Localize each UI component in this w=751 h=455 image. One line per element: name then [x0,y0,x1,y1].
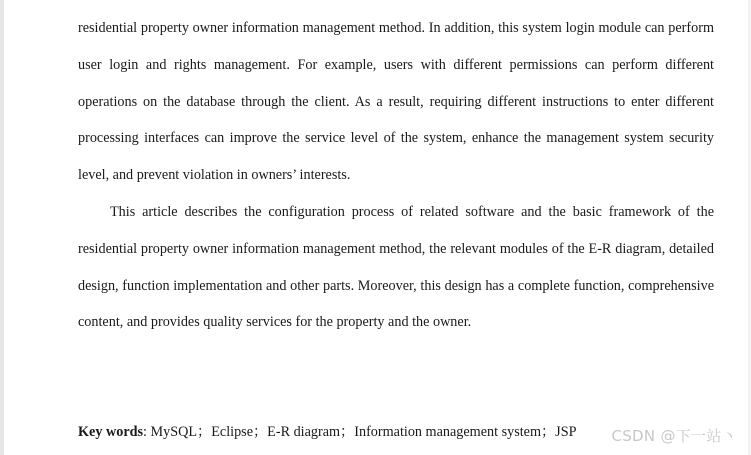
paragraph-article-summary: This article describes the configuration process of related software and the basic framework of the residential property owner information management method, the relevant modules of the E-R diagram, detailed design, function implementation and other parts. Moreover, this design has a complete function, comprehensive content, and provides quality services for the property and the owner. [78,203,714,331]
csdn-watermark: CSDN @下一站丶 [611,427,737,445]
keywords-label: Key words [78,424,144,440]
document-body [78,10,714,341]
paragraph-continuation: residential property owner information management method. In addition, this system login module can perform user login and rights management. For example, users with different permissions can perform different operations on the database through the client. As a result, requiring different instructions to enter different processing interfaces can improve the service level of the system, enhance the management system security level, and prevent violation in owners’ interests. [78,20,714,184]
keywords-values: MySQL；Eclipse；E-R diagram；Information management system；JSP [150,424,577,440]
page-left-edge [0,0,4,455]
keywords-line [78,421,577,441]
keywords-separator: : [143,424,151,440]
